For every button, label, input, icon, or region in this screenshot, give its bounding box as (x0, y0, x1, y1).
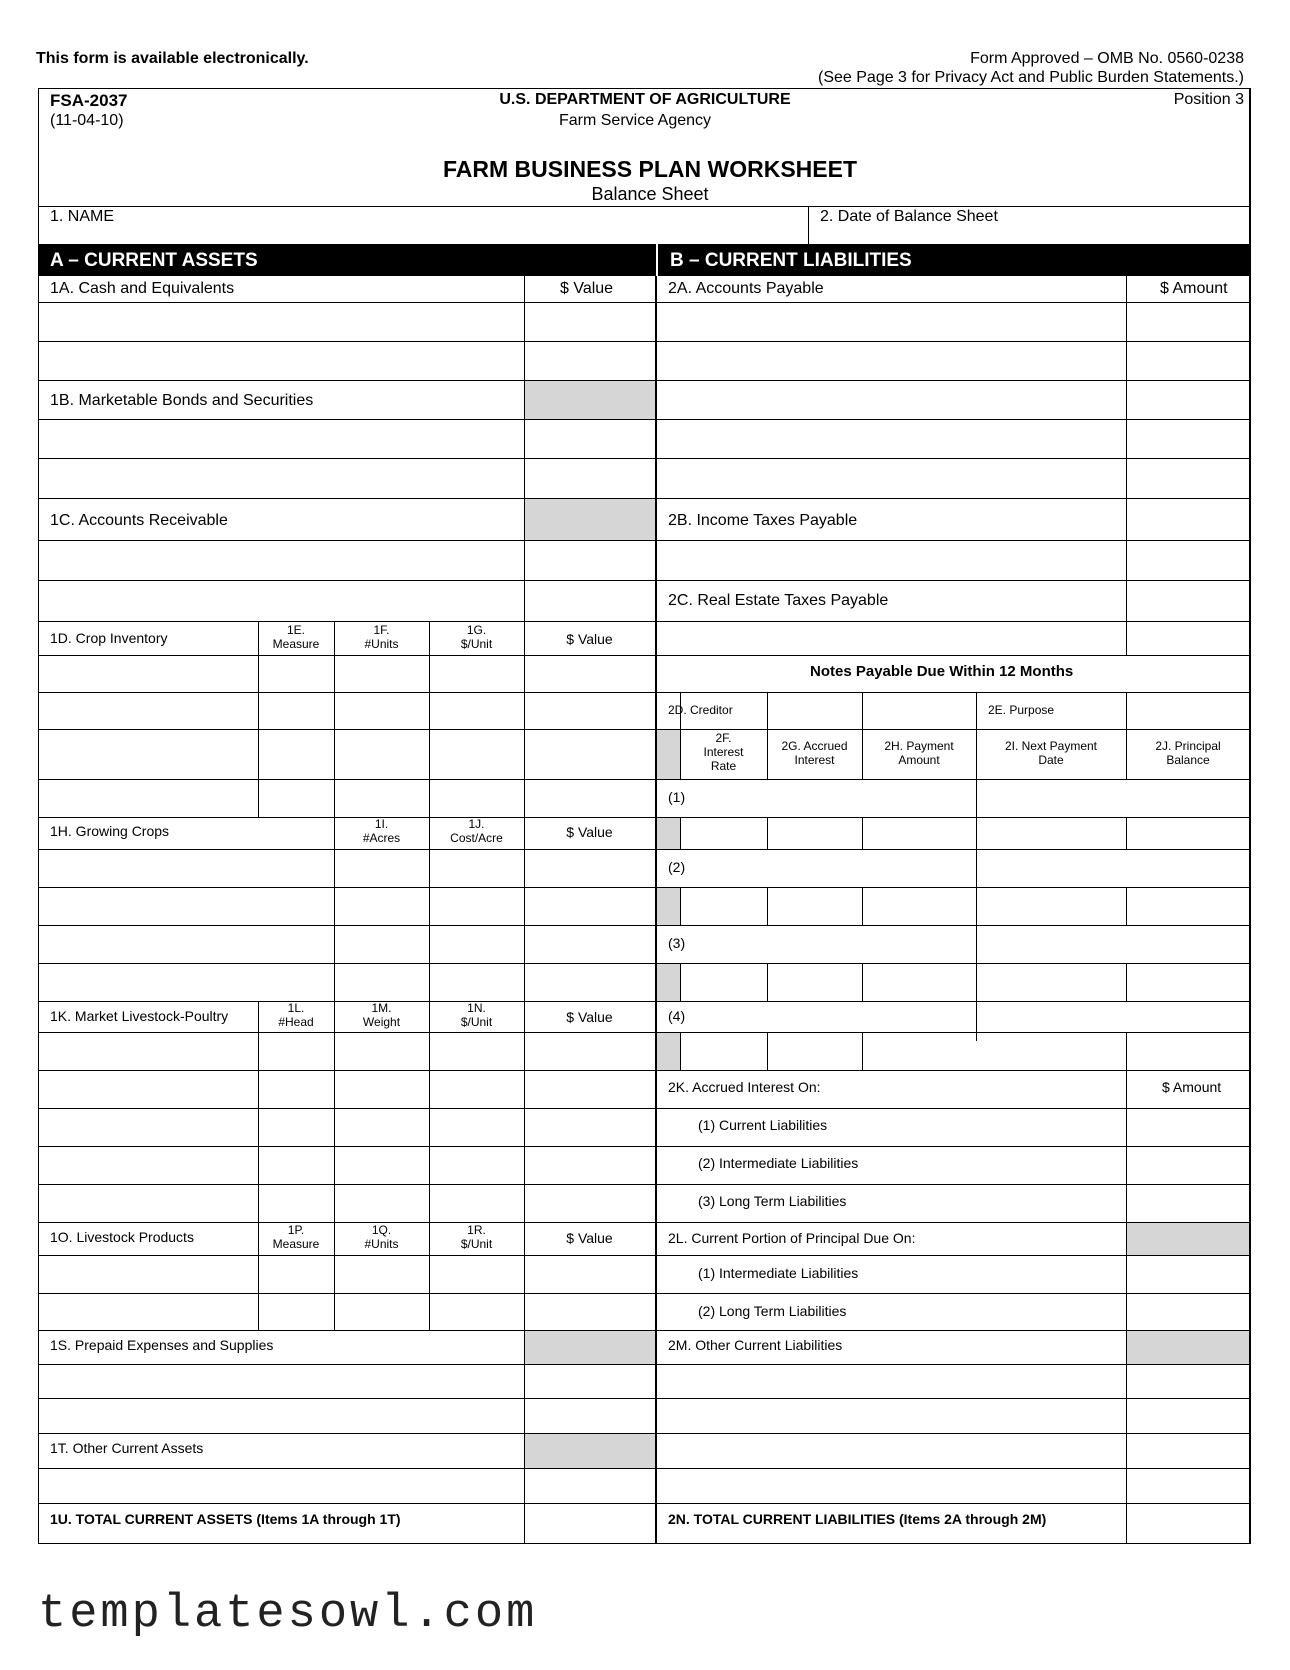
principal-due-label: 2L. Current Portion of Principal Due On: (668, 1230, 916, 1246)
date-label: 2. Date of Balance Sheet (820, 208, 998, 225)
position-label: Position 3 (1173, 91, 1244, 108)
divider (808, 206, 809, 244)
livestock-weight-header: 1M. Weight (362, 1001, 401, 1029)
divider (656, 779, 1250, 780)
products-measure-header: 1P. Measure (272, 1223, 320, 1251)
next-payment-header: 2I. Next Payment Date (1004, 739, 1098, 767)
divider (656, 419, 1250, 420)
divider (524, 276, 525, 621)
payable-line-1-input[interactable] (658, 304, 1125, 340)
divider (1126, 1032, 1127, 1070)
divider (38, 692, 655, 693)
divider (258, 1001, 259, 1331)
growing-value-header: $ Value (566, 824, 613, 840)
livestock-products-label: 1O. Livestock Products (50, 1229, 194, 1245)
divider (38, 1222, 655, 1223)
divider (656, 849, 1250, 850)
divider (1126, 1070, 1127, 1544)
divider (656, 1255, 1250, 1256)
balance-sheet-date-input[interactable] (820, 224, 1240, 243)
divider (656, 817, 1250, 818)
divider (38, 1293, 655, 1294)
page-subtitle: Balance Sheet (591, 184, 709, 204)
cash-label: 1A. Cash and Equivalents (50, 280, 235, 297)
payment-amount-header: 2H. Payment Amount (884, 739, 954, 767)
payable-line-1-amount[interactable] (1128, 304, 1248, 340)
accrued-intermediate-label: (2) Intermediate Liabilities (698, 1155, 859, 1171)
current-assets-header-text: A – CURRENT ASSETS (50, 250, 258, 271)
divider (656, 692, 1250, 693)
accrued-current-label: (1) Current Liabilities (698, 1117, 828, 1133)
bonds-label: 1B. Marketable Bonds and Securities (50, 392, 314, 409)
livestock-head-header: 1L. #Head (278, 1001, 314, 1029)
total-assets-label: 1U. TOTAL CURRENT ASSETS (Items 1A through 1T) (50, 1511, 401, 1527)
divider (38, 458, 655, 459)
divider (656, 729, 1250, 730)
divider (38, 849, 655, 850)
availability-note: This form is available electronically. (36, 50, 309, 67)
privacy-note: (See Page 3 for Privacy Act and Public Burden Statements.) (818, 69, 1244, 86)
divider (656, 1468, 1250, 1469)
growing-cost-header: 1J. Cost/Acre (450, 817, 503, 845)
livestock-per-unit-header: 1N. $/Unit (460, 1001, 493, 1029)
current-assets-header (38, 244, 656, 276)
note-1-label: (1) (668, 789, 686, 805)
total-liabilities-label: 2N. TOTAL CURRENT LIABILITIES (Items 2A through 2M) (668, 1511, 1047, 1527)
watermark: templatesowl.com (38, 1588, 538, 1641)
divider (38, 206, 1250, 207)
divider (862, 692, 863, 729)
border-right (1249, 88, 1251, 1544)
shaded-cell (525, 499, 655, 540)
divider (38, 1398, 655, 1399)
divider (38, 887, 655, 888)
divider (656, 1293, 1250, 1294)
accrued-interest-on-label: 2K. Accrued Interest On: (668, 1079, 821, 1095)
divider (1126, 276, 1127, 655)
divider (38, 341, 655, 342)
divider (38, 729, 655, 730)
accrued-amount-header: $ Amount (1162, 1079, 1222, 1095)
crop-value-header: $ Value (566, 631, 613, 647)
note-2-label: (2) (668, 859, 686, 875)
divider (38, 580, 655, 581)
products-value-header: $ Value (566, 1230, 613, 1246)
divider (38, 621, 655, 622)
form-revision-date: (11-04-10) (50, 112, 124, 129)
border-bottom (38, 1543, 1250, 1544)
divider (656, 887, 1250, 888)
divider (656, 341, 1250, 342)
agency-name: U.S. DEPARTMENT OF AGRICULTURE (499, 91, 791, 108)
crop-measure-header: 1E. Measure (272, 623, 320, 651)
shaded-cell (657, 730, 680, 779)
divider (38, 1108, 655, 1109)
divider (38, 302, 655, 303)
real-estate-taxes-label: 2C. Real Estate Taxes Payable (668, 592, 889, 609)
divider (656, 1364, 1250, 1365)
sub-agency-name: Farm Service Agency (558, 112, 712, 129)
page-title: FARM BUSINESS PLAN WORKSHEET (442, 156, 858, 182)
divider (1126, 887, 1127, 925)
divider (680, 1032, 681, 1070)
divider (656, 1433, 1250, 1434)
shaded-cell (525, 1434, 655, 1468)
divider (38, 1364, 655, 1365)
income-taxes-label: 2B. Income Taxes Payable (668, 512, 858, 529)
cash-line-1-input[interactable] (40, 304, 523, 340)
name-label: 1. NAME (50, 208, 115, 225)
principal-intermediate-label: (1) Intermediate Liabilities (698, 1265, 859, 1281)
shaded-cell (1127, 1331, 1249, 1364)
divider (656, 655, 1250, 656)
note-4-label: (4) (668, 1008, 686, 1024)
payable-amount-header: $ Amount (1160, 280, 1228, 297)
divider (38, 1255, 655, 1256)
cash-line-2-value[interactable] (526, 343, 654, 379)
divider (656, 458, 1250, 459)
crop-per-unit-header: 1G. $/Unit (460, 623, 493, 651)
divider (656, 498, 1250, 499)
accrued-long-term-label: (3) Long Term Liabilities (698, 1193, 847, 1209)
shaded-cell (657, 1033, 680, 1070)
principal-balance-header: 2J. Principal Balance (1155, 739, 1221, 767)
divider (862, 817, 863, 849)
interest-rate-header: 2F. Interest Rate (703, 731, 744, 773)
form-number: FSA-2037 (50, 91, 128, 110)
divider (767, 692, 768, 729)
shaded-cell (525, 381, 655, 419)
divider (862, 963, 863, 1001)
receivable-label: 1C. Accounts Receivable (50, 512, 228, 529)
other-assets-label: 1T. Other Current Assets (50, 1440, 204, 1456)
cash-line-1-value[interactable] (526, 304, 654, 340)
cash-value-header: $ Value (560, 280, 614, 297)
divider (767, 887, 768, 925)
prepaid-label: 1S. Prepaid Expenses and Supplies (50, 1337, 274, 1353)
products-units-header: 1Q. #Units (364, 1223, 399, 1251)
divider (656, 1503, 1250, 1504)
name-input[interactable] (160, 224, 800, 243)
divider (38, 1146, 655, 1147)
divider (656, 1032, 1250, 1033)
divider (38, 1032, 655, 1033)
omb-number: Form Approved – OMB No. 0560-0238 (970, 50, 1244, 67)
purpose-header: 2E. Purpose (988, 703, 1055, 717)
border-left (38, 88, 39, 1544)
shaded-cell (1127, 1223, 1249, 1255)
divider (38, 925, 655, 926)
divider (656, 1398, 1250, 1399)
other-liabilities-label: 2M. Other Current Liabilities (668, 1337, 843, 1353)
divider (680, 887, 681, 925)
divider (38, 1503, 655, 1504)
divider (38, 779, 655, 780)
shaded-cell (657, 818, 680, 849)
current-liabilities-header-text: B – CURRENT LIABILITIES (670, 250, 912, 271)
divider (767, 963, 768, 1001)
divider (38, 655, 655, 656)
principal-long-term-label: (2) Long Term Liabilities (698, 1303, 847, 1319)
divider (656, 1184, 1250, 1185)
shaded-cell (657, 964, 680, 1001)
divider (38, 1184, 655, 1185)
crop-inventory-label: 1D. Crop Inventory (50, 630, 168, 646)
divider (1126, 963, 1127, 1001)
shaded-cell (657, 888, 680, 925)
current-liabilities-header (658, 244, 1250, 276)
divider (656, 1108, 1250, 1109)
divider (656, 1146, 1250, 1147)
crop-units-header: 1F. #Units (364, 623, 399, 651)
divider (767, 817, 768, 849)
divider (656, 380, 1250, 381)
livestock-value-header: $ Value (566, 1009, 613, 1025)
creditor-header: 2D. Creditor (668, 703, 733, 717)
divider (680, 963, 681, 1001)
divider (656, 925, 1250, 926)
divider (656, 540, 1250, 541)
divider (862, 887, 863, 925)
divider (38, 540, 655, 541)
divider (656, 1070, 1250, 1071)
divider (767, 1032, 768, 1070)
products-per-unit-header: 1R. $/Unit (460, 1223, 493, 1251)
accounts-payable-label: 2A. Accounts Payable (668, 280, 824, 297)
divider (656, 580, 1250, 581)
total-assets-value[interactable] (526, 1505, 654, 1542)
divider (656, 1001, 1250, 1002)
divider (38, 1070, 655, 1071)
divider (656, 963, 1250, 964)
cash-line-2-input[interactable] (40, 343, 523, 379)
divider (656, 302, 1250, 303)
divider (680, 817, 681, 849)
accrued-interest-header: 2G. Accrued Interest (781, 739, 848, 767)
shaded-cell (525, 1331, 655, 1364)
divider (1126, 692, 1127, 729)
notes-payable-heading: Notes Payable Due Within 12 Months (810, 663, 1074, 680)
divider (656, 621, 1250, 622)
total-liabilities-amount[interactable] (1128, 1505, 1248, 1542)
market-livestock-label: 1K. Market Livestock-Poultry (50, 1008, 229, 1024)
divider (38, 419, 655, 420)
divider (38, 963, 655, 964)
divider (862, 1032, 863, 1070)
border-top (38, 88, 1250, 89)
growing-acres-header: 1I. #Acres (362, 817, 401, 845)
growing-crops-label: 1H. Growing Crops (50, 823, 170, 839)
divider (38, 1468, 655, 1469)
divider (524, 621, 525, 1330)
note-3-label: (3) (668, 935, 686, 951)
divider (1126, 817, 1127, 849)
